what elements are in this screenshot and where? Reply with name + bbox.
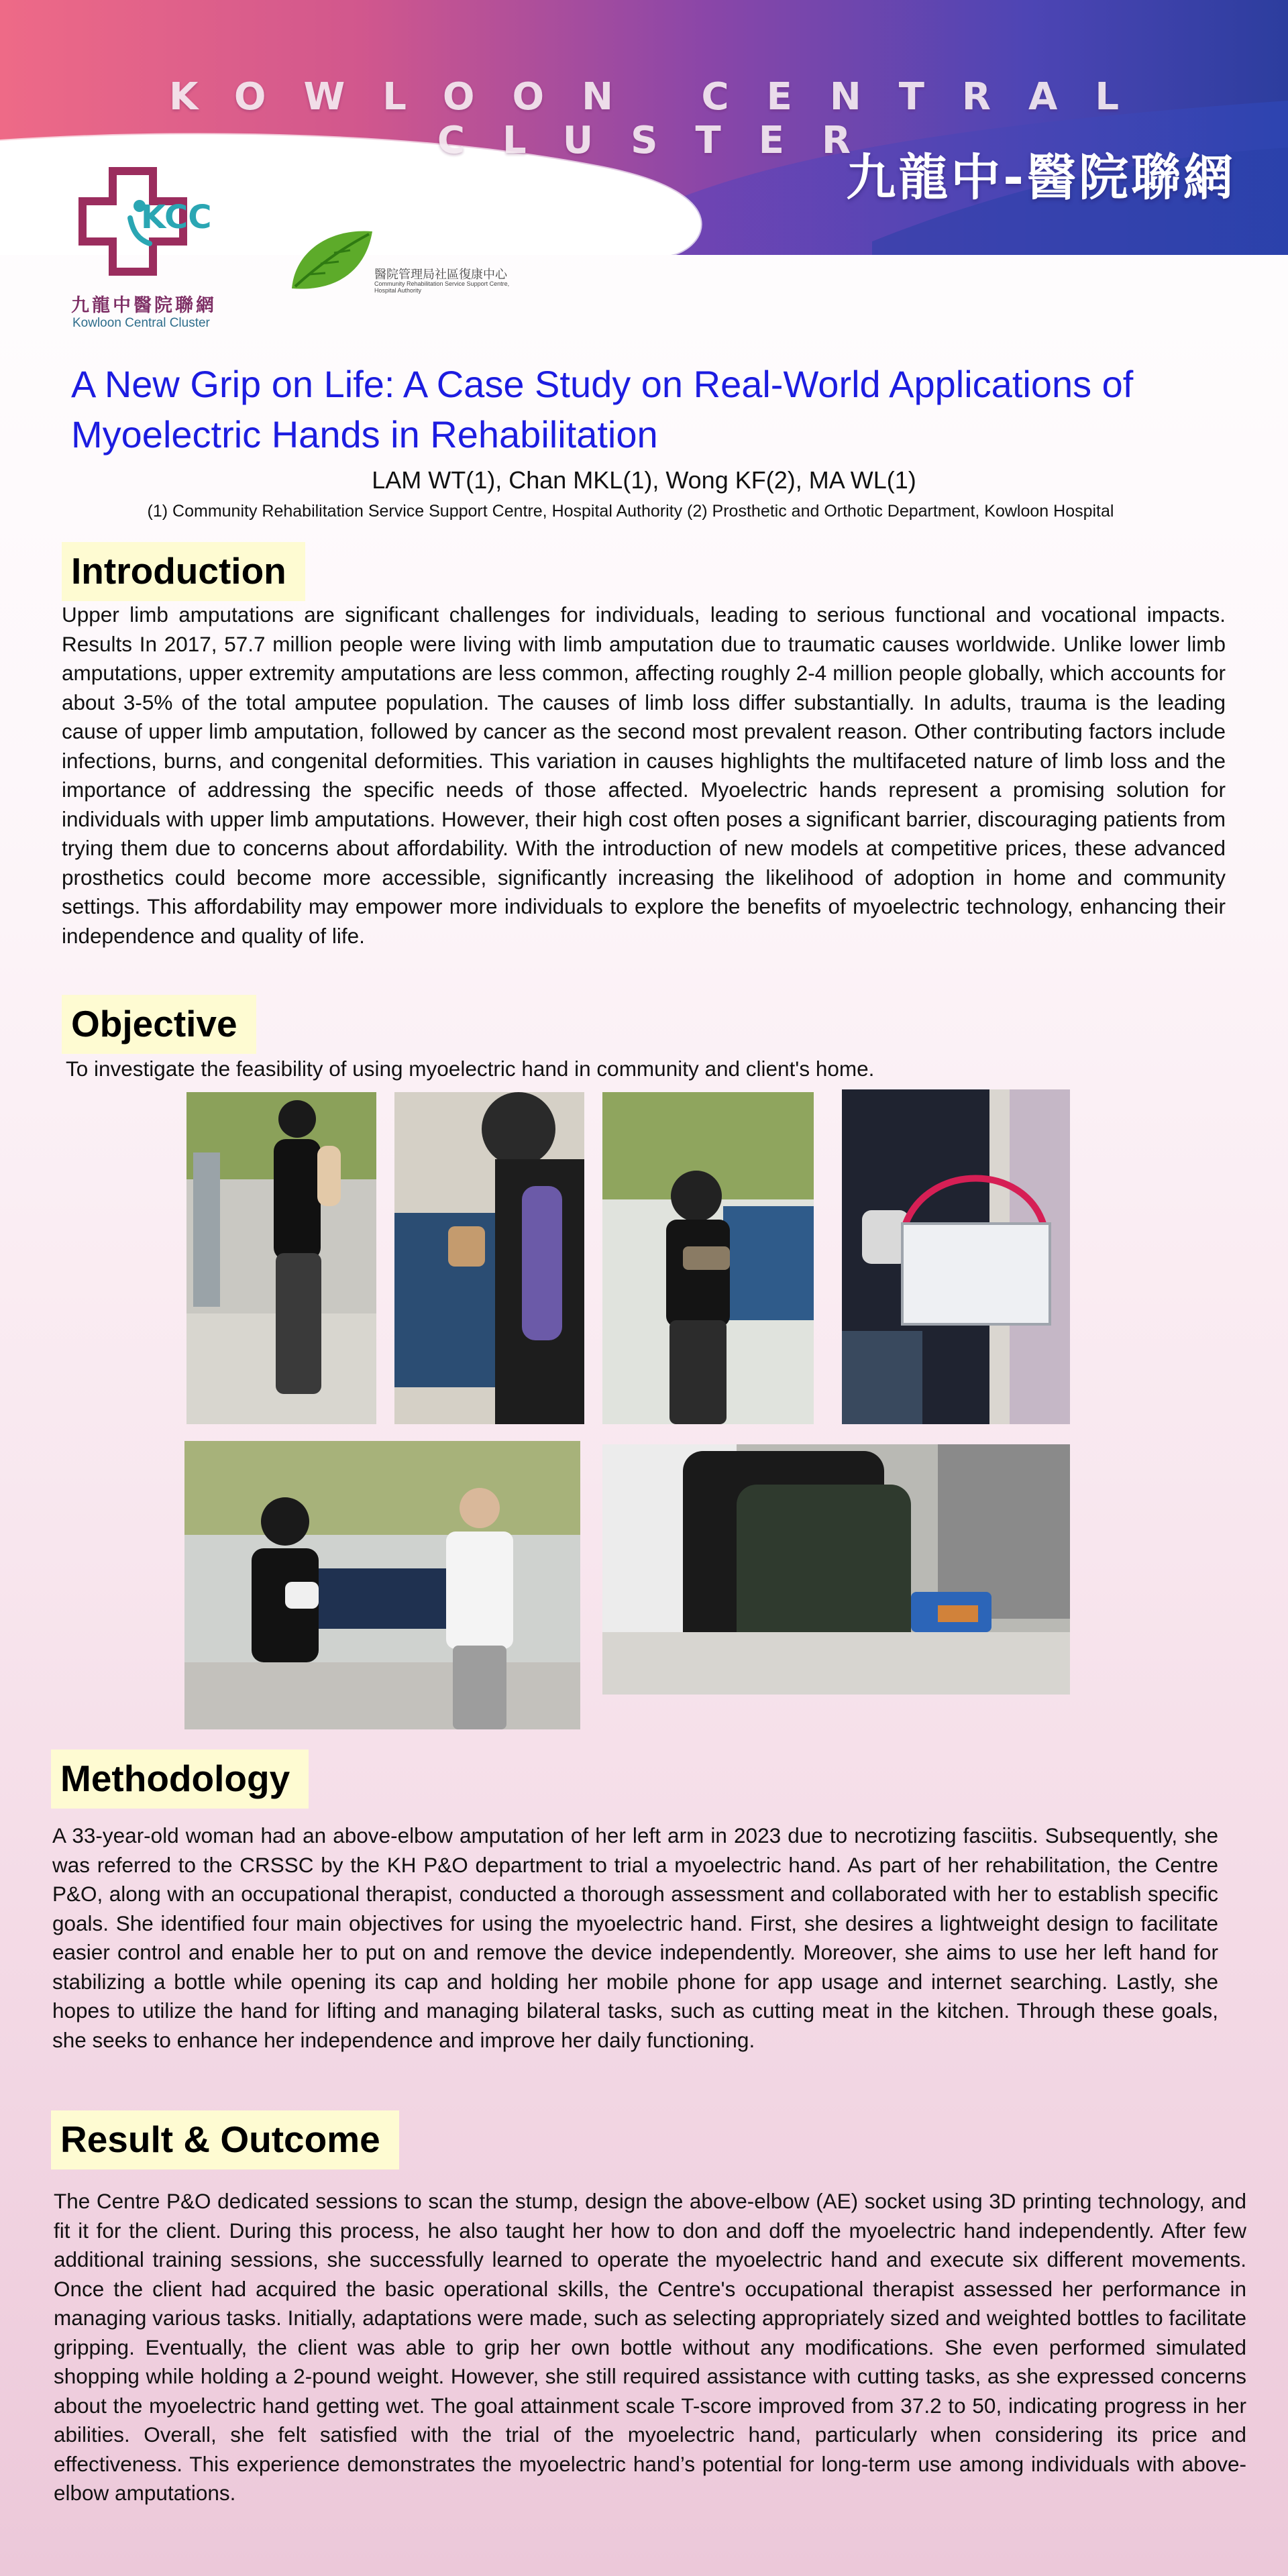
- kcc-mark-text: KCC: [141, 199, 212, 236]
- poster-title-line-2: Myoelectric Hands in Rehabilitation: [71, 413, 658, 455]
- kcc-cross-icon: [66, 164, 213, 292]
- objective-heading: Objective: [62, 995, 256, 1054]
- poster-title-line-1: A New Grip on Life: A Case Study on Real-World Applications of: [71, 363, 1134, 405]
- photo-kitchen-cutting: [602, 1444, 1070, 1695]
- kcc-logo: [66, 164, 233, 332]
- result-text: The Centre P&O dedicated sessions to scan the stump, design the above-elbow (AE) socket using 3D printing technology, and fit it for the client. During this process, he also taught her how to don and doff the myoelectric hand independently. After few additional training sessions, she successfully learned to operate the myoelectric hand and execute six different movements. Once the client had acquired the basic operational skills, the Centre's occupational therapist assessed her performance in managing various tasks. Initially, adaptations were made, such as selecting appropriately sized and weighted bottles to facilitate gripping. Eventually, the client was able to grip her own bottle without any modifications. She even performed simulated shopping while holding a 2-pound weight. However, she still required assistance with cutting tasks, as she expressed concerns about the myoelectric hand getting wet. The goal attainment scale T-score improved from 37.2 to 50, indicating progress in her abilities. Overall, she felt satisfied with the trial of the myoelectric hand, particularly when considering its price and effectiveness. This experience demonstrates the myoelectric hand’s potential for long-term use among individuals with above-elbow amputations.: [54, 2189, 1246, 2505]
- methodology-text: A 33-year-old woman had an above-elbow amputation of her left arm in 2023 due to necrotizing fasciitis. Subsequently, she was referred to the CRSSC by the KH P&O department to trial a myoelectric hand. As part of her rehabilitation, the Centre P&O, along with an occupational therapist, conducted a thorough assessment and collaborated with her to establish specific goals. She identified four main objectives for using the myoelectric hand. First, she desires a lightweight design to facilitate easier control and enable her to put on and remove the device independently. Moreover, she aims to use her left hand for stabilizing a bottle while opening its cap and holding her mobile phone for app usage and internet searching. Lastly, she hopes to utilize the hand for lifting and managing bilateral tasks, such as cutting meat in the kitchen. Through these goals, she seeks to enhance her independence and improve her daily functioning.: [52, 1823, 1218, 2052]
- affiliations: (1) Community Rehabilitation Service Support Centre, Hospital Authority (2) Prosthetic and Orthotic Department, Kowloon Hospital: [147, 502, 1114, 521]
- introduction-text: Upper limb amputations are significant challenges for individuals, leading to serious functional and vocational impacts. Results In 2017, 57.7 million people were living with limb amputation due to traumatic causes worldwide. Unlike lower limb amputations, upper extremity amputations are less common, affecting roughly 2-4 million people globally, which accounts for about 3-5% of the total amputee population. The causes of limb loss differ substantially. In adults, trauma is the leading cause of upper limb amputation, followed by cancer as the second most prevalent reason. Other contributing factors include infections, burns, and congenital deformities. This variation in causes highlights the multifaceted nature of limb loss and the importance of addressing the specific needs of those affected. Myoelectric hands represent a promising solution for individuals with upper limb amputations. However, their high cost often poses a significant barrier, discouraging patients from trying them due to concerns about affordability. With the introduction of new models at competitive prices, these advanced prosthetics could become more accessible, significantly increasing the likelihood of adoption in home and community settings. This affordability may empower more individuals to explore the benefits of myoelectric technology, enhancing their independence and quality of life.: [62, 602, 1226, 948]
- leaf-icon: [288, 225, 376, 299]
- photo-clinic-training: [184, 1441, 580, 1729]
- crssc-chinese: 醫院管理局社區復康中心: [374, 268, 507, 282]
- result-heading: Result & Outcome: [51, 2110, 399, 2169]
- photo-bottle-task: [602, 1092, 814, 1424]
- cluster-title: KOWLOON CENTRAL CLUSTER: [168, 75, 1157, 162]
- introduction-heading: Introduction: [62, 542, 305, 601]
- poster-title: [71, 359, 1225, 460]
- photo-client-standing: [186, 1092, 376, 1424]
- methodology-heading: Methodology: [51, 1750, 309, 1809]
- crssc-logo: [288, 225, 530, 305]
- photo-donning-prosthesis: [394, 1092, 584, 1424]
- kcc-english: Kowloon Central Cluster: [72, 316, 210, 330]
- photo-shopping-basket: [842, 1089, 1070, 1424]
- crssc-english: Community Rehabilitation Service Support Centre, Hospital Authority: [374, 280, 510, 294]
- kcc-chinese: 九龍中醫院聯網: [71, 295, 217, 316]
- authors: LAM WT(1), Chan MKL(1), Wong KF(2), MA WL(1): [372, 466, 916, 494]
- objective-text: To investigate the feasibility of using myoelectric hand in community and client's home.: [66, 1057, 875, 1081]
- cluster-chinese-title: 九龍中-醫院聯網: [846, 149, 1236, 207]
